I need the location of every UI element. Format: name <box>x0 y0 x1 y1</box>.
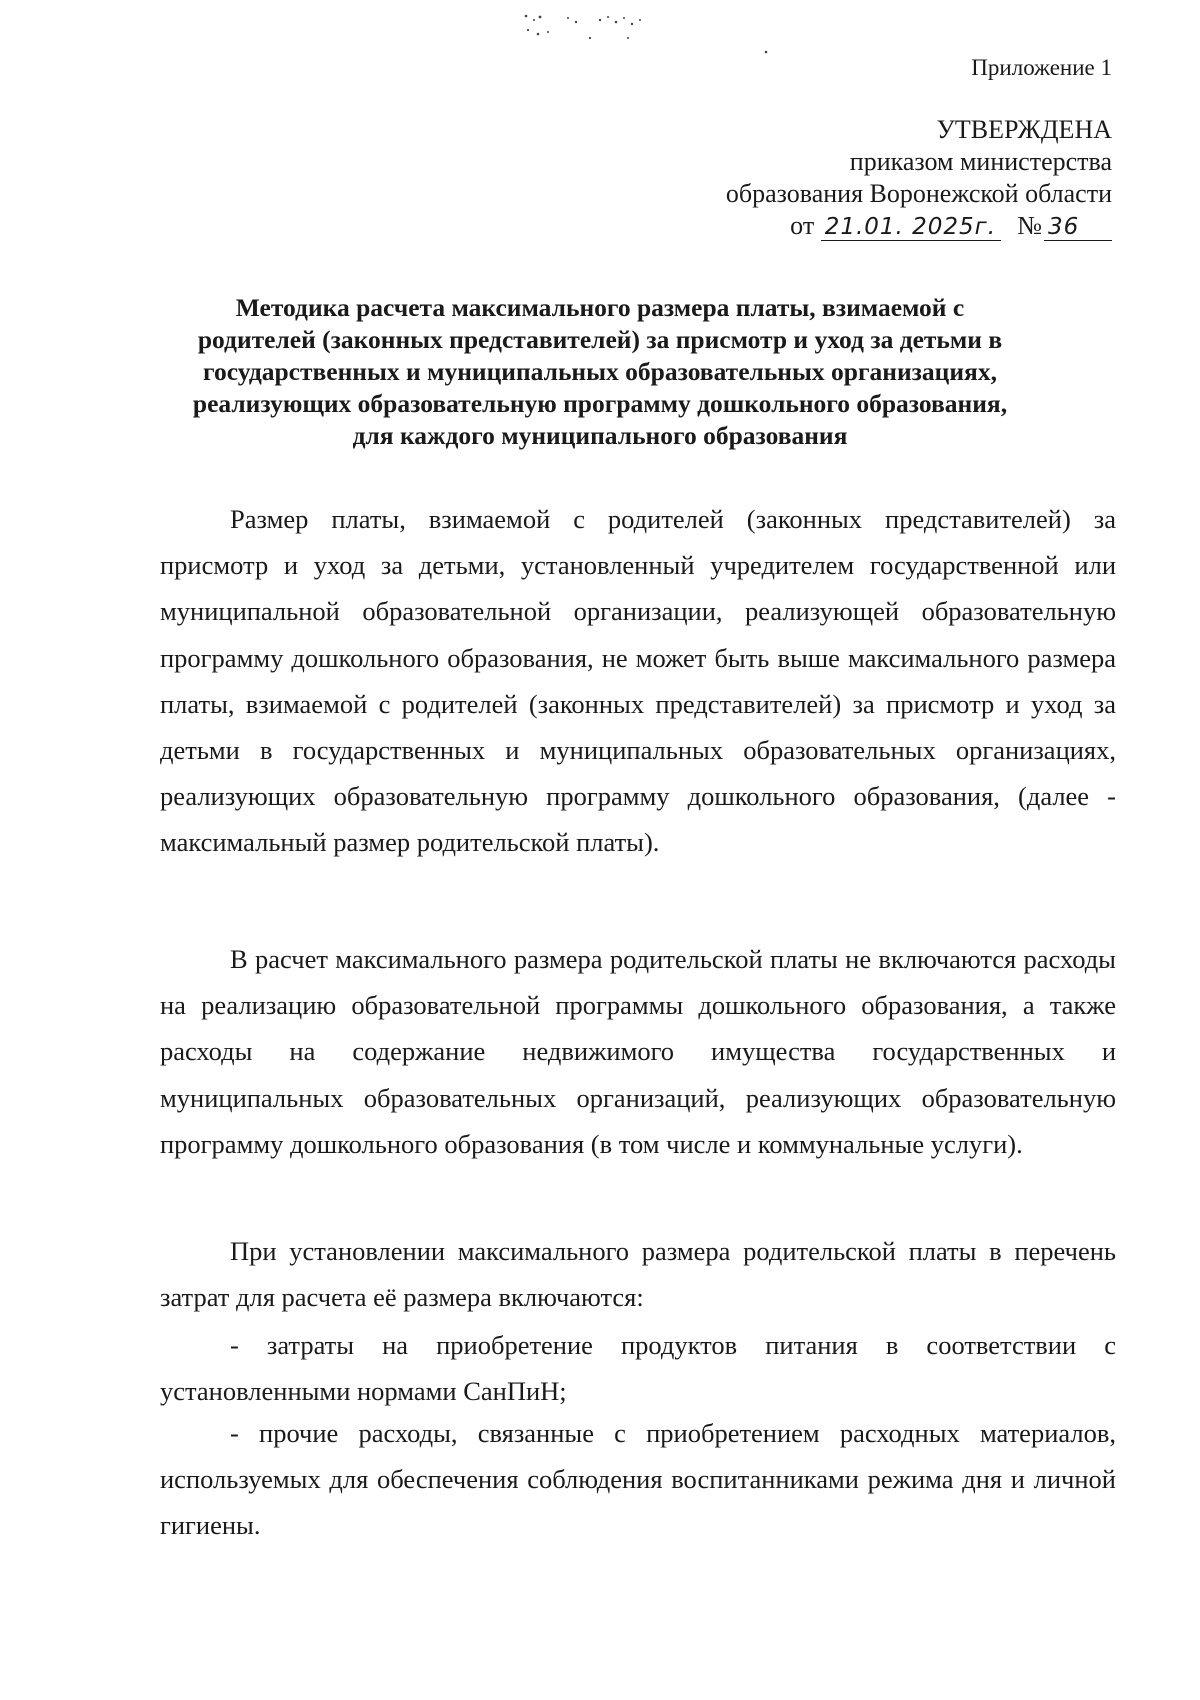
paragraph-text: При установлении максимального размера родительской платы в перечень затрат для расчета её размера включаются: <box>160 1236 1116 1313</box>
appendix-label: Приложение 1 <box>971 55 1112 80</box>
paragraph-exclusions <box>160 936 1116 1167</box>
title-line: Методика расчета максимального размера платы, взимаемой с <box>235 293 965 322</box>
document-title <box>130 292 1070 452</box>
date-prefix: от <box>790 211 815 240</box>
scan-speckles <box>520 8 840 58</box>
number-sign: № <box>1017 211 1042 240</box>
paragraph-cost-list-intro <box>160 1228 1116 1320</box>
list-item-other-costs <box>160 1410 1116 1549</box>
paragraph-text: В расчет максимального размера родительской платы не включаются расходы на реализацию образовательной программы дошкольного образования, а также расходы на содержание недвижимого имущества государственных и муниципальных образовательных организаций, реализующих образовательную программу дошкольного образования (в том числе и коммунальные услуги). <box>160 944 1116 1159</box>
list-item-food-costs <box>160 1322 1116 1414</box>
order-date-line <box>726 210 1112 242</box>
paragraph-fee-limit <box>160 496 1116 866</box>
list-item-text: - затраты на приобретение продуктов питания в соответствии с установленными нормами СанПиН; <box>160 1330 1116 1407</box>
approval-block <box>726 52 1112 242</box>
title-line: для каждого муниципального образования <box>352 421 848 450</box>
approved-heading: УТВЕРЖДЕНА <box>936 115 1112 144</box>
handwritten-number: 36 <box>1044 214 1112 241</box>
title-line: родителей (законных представителей) за присмотр и уход за детьми в <box>197 325 1003 354</box>
list-item-text: - прочие расходы, связанные с приобретением расходных материалов, используемых для обеспечения соблюдения воспитанниками режима дня и личной гигиены. <box>160 1418 1116 1541</box>
order-issuer-line-2: образования Воронежской области <box>725 179 1112 208</box>
title-line: государственных и муниципальных образовательных организациях, <box>203 357 997 386</box>
title-line: реализующих образовательную программу дошкольного образования, <box>192 389 1008 418</box>
handwritten-date: 21.01. 2025г. <box>821 214 1001 241</box>
paragraph-text: Размер платы, взимаемой с родителей (законных представителей) за присмотр и уход за детьми, установленный учредителем государственной или муниципальной образовательной организации, реализующей образовательную программу дошкольного образования, не может быть выше максимального размера платы, взимаемой с родителей (законных представителей) за присмотр и уход за детьми в государственных и муниципальных образовательных организациях, реализующих образовательную программу дошкольного образования, (далее - максимальный размер родительской платы). <box>160 504 1116 858</box>
order-issuer-line-1: приказом министерства <box>849 147 1112 176</box>
